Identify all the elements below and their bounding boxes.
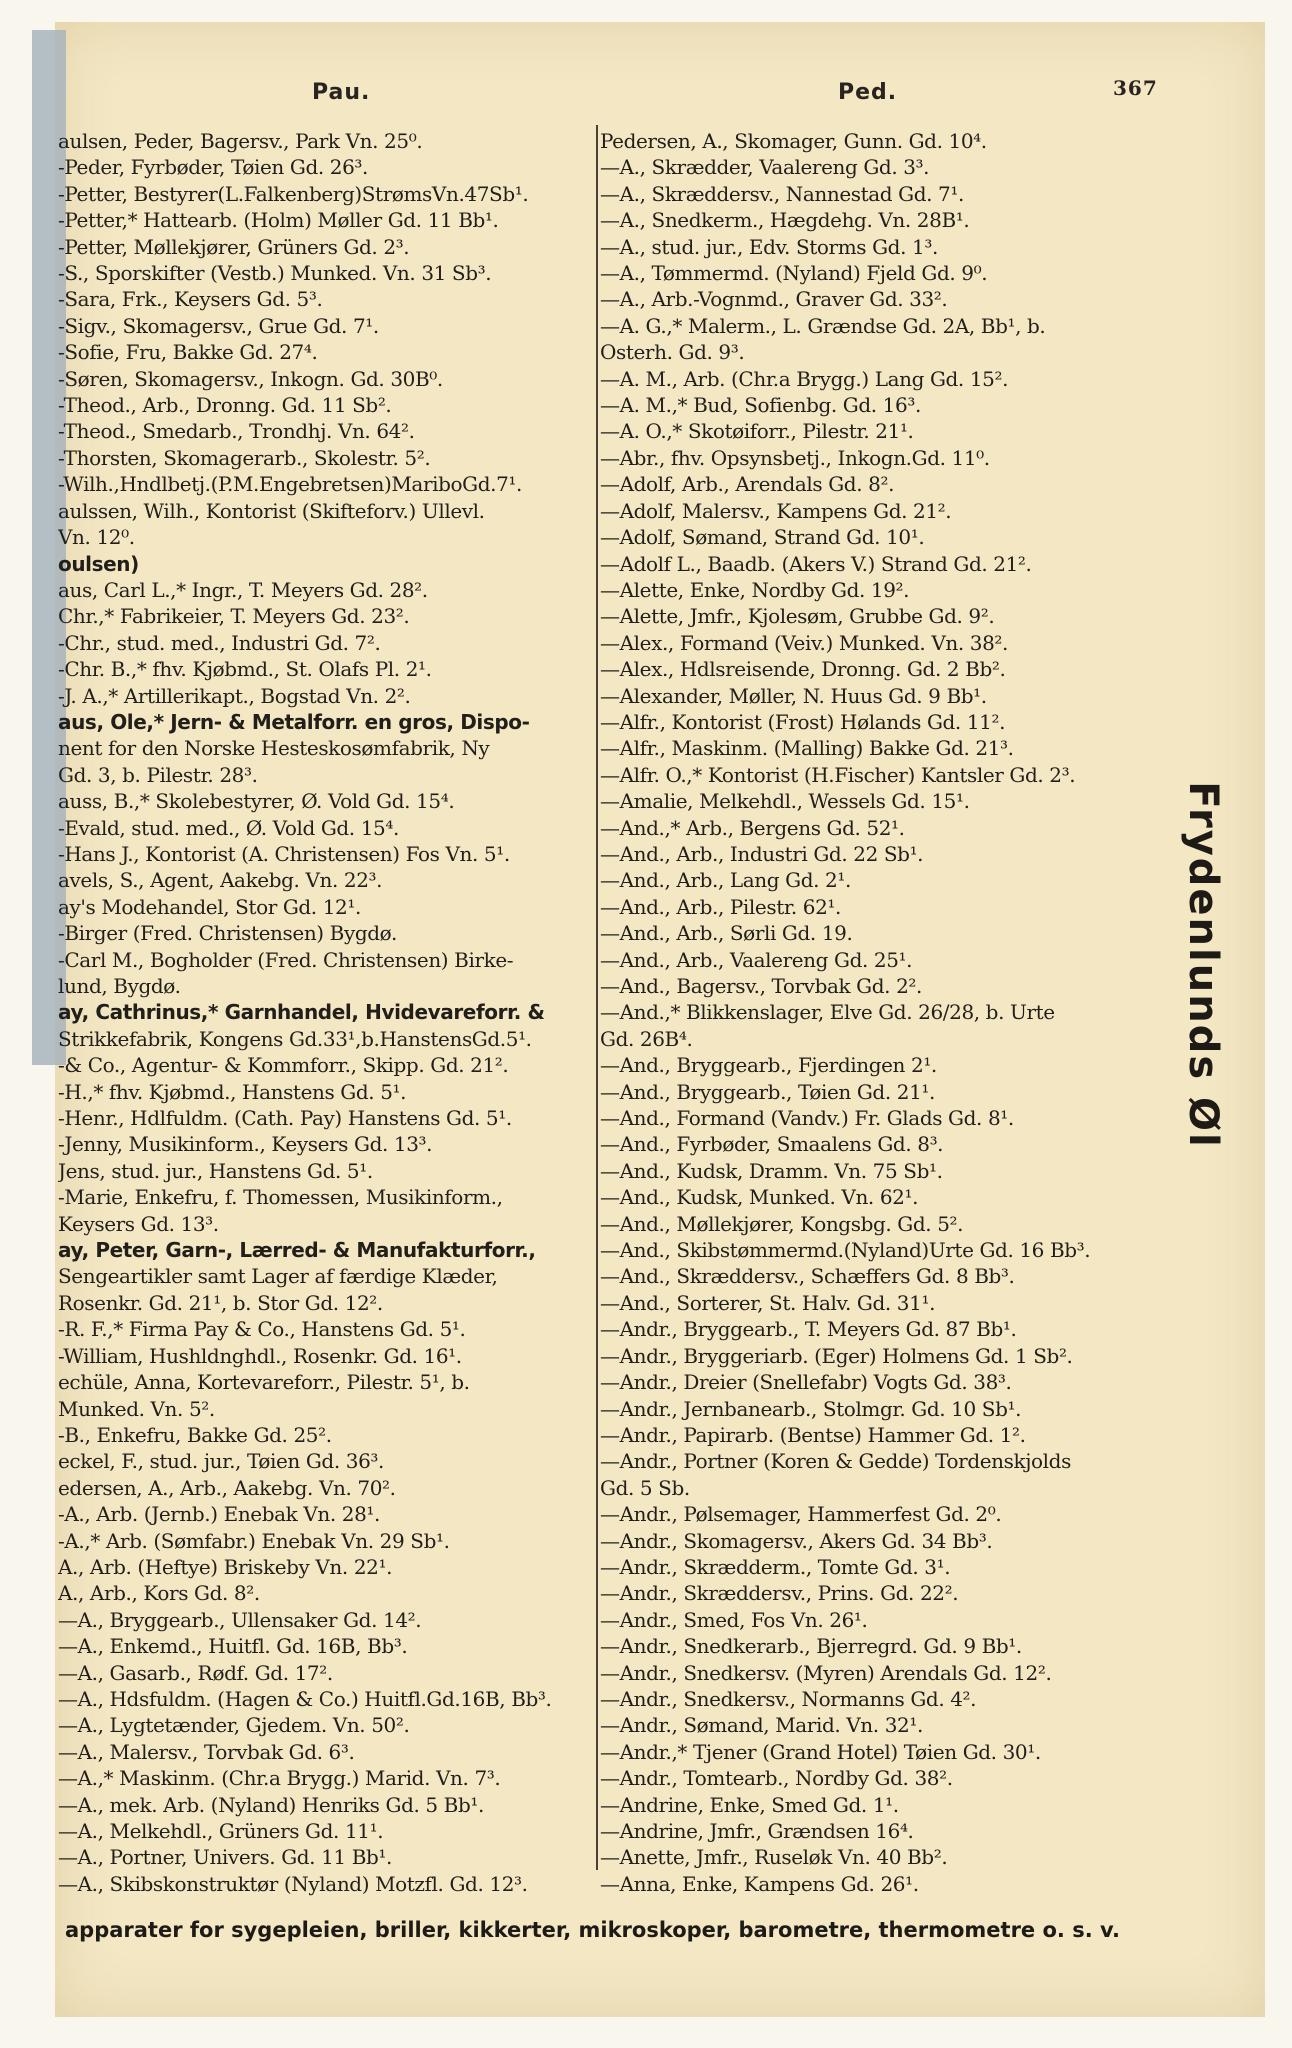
directory-entry: —Alex., Hdlsreisende, Dronng. Gd. 2 Bb². (600, 657, 1006, 682)
directory-entry: —Amalie, Melkehdl., Wessels Gd. 15¹. (600, 789, 970, 814)
footer-advertisement: apparater for sygepleien, briller, kikkerter, mikroskoper, barometre, thermometre o. s. v. (65, 1918, 1120, 1942)
directory-entry: —Andr., Smed, Fos Vn. 26¹. (600, 1607, 868, 1632)
directory-entry: —Anna, Enke, Kampens Gd. 26¹. (600, 1871, 919, 1896)
left-column (58, 128, 594, 1897)
directory-entry: -Jenny, Musikinform., Keysers Gd. 13³. (58, 1132, 433, 1157)
directory-entry: -& Co., Agentur- & Kommforr., Skipp. Gd. 21². (58, 1053, 509, 1078)
directory-entry: Vn. 12⁰. (58, 525, 135, 550)
directory-entry: —Adolf, Sømand, Strand Gd. 10¹. (600, 525, 925, 550)
directory-entry: —A., Hdsfuldm. (Hagen & Co.) Huitfl.Gd.16B, Bb³. (58, 1686, 552, 1711)
directory-entry: —Alette, Jmfr., Kjolesøm, Grubbe Gd. 9². (600, 604, 995, 629)
directory-entry: —Andrine, Enke, Smed Gd. 1¹. (600, 1792, 899, 1817)
directory-entry: —Andr., Snedkerarb., Bjerregrd. Gd. 9 Bb¹. (600, 1634, 1022, 1659)
directory-entry: —And., Formand (Vandv.) Fr. Glads Gd. 8¹. (600, 1106, 1014, 1131)
directory-entry: A., Arb. (Heftye) Briskeby Vn. 22¹. (58, 1554, 393, 1579)
directory-entry: —Andr., Snedkersv. (Myren) Arendals Gd. 12². (600, 1660, 1052, 1685)
directory-entry: —A. M.,* Bud, Sofienbg. Gd. 16³. (600, 393, 921, 418)
directory-entry: —And., Arb., Industri Gd. 22 Sb¹. (600, 841, 924, 866)
directory-entry: eckel, F., stud. jur., Tøien Gd. 36³. (58, 1449, 384, 1474)
directory-entry: -Theod., Arb., Dronng. Gd. 11 Sb². (58, 393, 392, 418)
directory-entry: —And., Møllekjører, Kongsbg. Gd. 5². (600, 1211, 964, 1236)
directory-entry: —Andr., Skrædderm., Tomte Gd. 3¹. (600, 1554, 951, 1579)
directory-entry: lund, Bygdø. (58, 974, 181, 998)
directory-entry: -William, Hushldnghdl., Rosenkr. Gd. 16¹. (58, 1343, 462, 1368)
page-number: 367 (1113, 76, 1158, 100)
directory-entry: -Sigv., Skomagersv., Grue Gd. 7¹. (58, 313, 379, 338)
directory-entry: ay, Peter, Garn-, Lærred- & Manufakturforr., (58, 1238, 536, 1263)
directory-entry: —Andr., Tomtearb., Nordby Gd. 38². (600, 1766, 953, 1791)
directory-entry: —And., Fyrbøder, Smaalens Gd. 8³. (600, 1132, 944, 1157)
directory-entry: -Petter, Bestyrer(L.Falkenberg)StrømsVn.47Sb¹. (58, 181, 529, 206)
directory-entry: —Alexander, Møller, N. Huus Gd. 9 Bb¹. (600, 683, 987, 708)
directory-entry: —And., Arb., Sørli Gd. 19. (600, 921, 853, 946)
directory-entry: -B., Enkefru, Bakke Gd. 25². (58, 1422, 332, 1447)
directory-entry: —Andr., Papirarb. (Bentse) Hammer Gd. 1². (600, 1422, 1026, 1447)
directory-entry: —Andr., Jernbanearb., Stolmgr. Gd. 10 Sb¹. (600, 1396, 1022, 1421)
directory-entry: -R. F.,* Firma Pay & Co., Hanstens Gd. 5¹. (58, 1317, 466, 1342)
directory-entry: Jens, stud. jur., Hanstens Gd. 5¹. (58, 1158, 373, 1183)
directory-entry: Gd. 3, b. Pilestr. 28³. (58, 762, 258, 787)
directory-entry: —A., Skræddersv., Nannestad Gd. 7¹. (600, 181, 964, 206)
directory-entry: -Henr., Hdlfuldm. (Cath. Pay) Hanstens Gd. 5¹. (58, 1106, 512, 1131)
directory-entry: aus, Ole,* Jern- & Metalforr. en gros, Dispo- (58, 709, 530, 734)
directory-entry: —A. M., Arb. (Chr.a Brygg.) Lang Gd. 15². (600, 366, 1009, 391)
directory-entry: —Abr., fhv. Opsynsbetj., Inkogn.Gd. 11⁰. (600, 445, 990, 470)
directory-entry: —A., Malersv., Torvbak Gd. 6³. (58, 1739, 355, 1764)
directory-entry: —A., Skrædder, Vaalereng Gd. 3³. (600, 155, 930, 180)
directory-entry: —And., Skibstømmermd.(Nyland)Urte Gd. 16 Bb³. (600, 1238, 1091, 1263)
directory-entry: Gd. 5 Sb. (600, 1475, 690, 1500)
directory-entry: —A., Arb.-Vognmd., Graver Gd. 33². (600, 287, 948, 312)
directory-entry: —Adolf, Malersv., Kampens Gd. 21². (600, 498, 952, 523)
directory-entry: -Sara, Frk., Keysers Gd. 5³. (58, 287, 323, 312)
right-guide-word: Ped. (838, 80, 898, 105)
directory-entry: Keysers Gd. 13³. (58, 1211, 219, 1236)
right-column (600, 128, 1160, 1897)
directory-entry: —And., Sorterer, St. Halv. Gd. 31¹. (600, 1290, 936, 1315)
directory-entry: —And., Arb., Vaalereng Gd. 25¹. (600, 947, 913, 972)
directory-entry: ay's Modehandel, Stor Gd. 12¹. (58, 894, 361, 919)
directory-entry: -Evald, stud. med., Ø. Vold Gd. 15⁴. (58, 815, 399, 840)
directory-entry: Strikkefabrik, Kongens Gd.33¹,b.HanstensGd.5¹. (58, 1026, 532, 1051)
directory-entry: —And., Skræddersv., Schæffers Gd. 8 Bb³. (600, 1264, 1015, 1289)
directory-entry: -H.,* fhv. Kjøbmd., Hanstens Gd. 5¹. (58, 1079, 407, 1104)
directory-entry: —Andr., Snedkersv., Normanns Gd. 4². (600, 1686, 977, 1711)
directory-entry: Sengeartikler samt Lager af færdige Klæder, (58, 1264, 498, 1289)
directory-entry: —A., Skibskonstruktør (Nyland) Motzfl. Gd. 12³. (58, 1871, 528, 1896)
directory-entry: edersen, A., Arb., Aakebg. Vn. 70². (58, 1475, 396, 1500)
directory-entry: —Alette, Enke, Nordby Gd. 19². (600, 577, 910, 602)
directory-entry: -A., Arb. (Jernb.) Enebak Vn. 28¹. (58, 1502, 380, 1527)
directory-entry: oulsen) (58, 551, 139, 576)
directory-entry: —And.,* Blikkenslager, Elve Gd. 26/28, b. Urte (600, 1000, 1055, 1025)
directory-entry: —A., Melkehdl., Grüners Gd. 11¹. (58, 1819, 384, 1843)
directory-entry: —Alfr., Maskinm. (Malling) Bakke Gd. 21³. (600, 736, 1014, 761)
directory-entry: nent for den Norske Hesteskosømfabrik, Ny (58, 736, 490, 761)
directory-entry: —A., Lygtetænder, Gjedem. Vn. 50². (58, 1713, 410, 1738)
directory-entry: —A., Tømmermd. (Nyland) Fjeld Gd. 9⁰. (600, 261, 988, 286)
directory-entry: —Andr., Skræddersv., Prins. Gd. 22². (600, 1581, 959, 1606)
directory-entry: -Petter,* Hattearb. (Holm) Møller Gd. 11 Bb¹. (58, 208, 499, 233)
directory-entry: —And., Bryggearb., Tøien Gd. 21¹. (600, 1079, 935, 1104)
directory-entry: —Alex., Formand (Veiv.) Munked. Vn. 38². (600, 630, 1009, 655)
directory-entry: Osterh. Gd. 9³. (600, 340, 745, 365)
directory-entry: —Andr., Portner (Koren & Gedde) Tordenskjolds (600, 1449, 1071, 1474)
side-advertisement-text: Frydenlunds Øl (1180, 781, 1226, 1149)
directory-entry: -Chr., stud. med., Industri Gd. 7². (58, 630, 381, 655)
directory-entry: Rosenkr. Gd. 21¹, b. Stor Gd. 12². (58, 1290, 383, 1315)
directory-entry: —Andr., Sømand, Marid. Vn. 32¹. (600, 1713, 923, 1738)
directory-entry: —And., Kudsk, Dramm. Vn. 75 Sb¹. (600, 1158, 943, 1183)
directory-entry: -Sofie, Fru, Bakke Gd. 27⁴. (58, 340, 318, 365)
directory-entry: —Adolf L., Baadb. (Akers V.) Strand Gd. 21². (600, 551, 1032, 576)
directory-entry: -S., Sporskifter (Vestb.) Munked. Vn. 31 Sb³. (58, 261, 492, 286)
directory-entry: -Carl M., Bogholder (Fred. Christensen) Birke- (58, 947, 514, 972)
directory-entry: Gd. 26B⁴. (600, 1026, 693, 1051)
directory-entry: auss, B.,* Skolebestyrer, Ø. Vold Gd. 15⁴. (58, 789, 455, 814)
directory-entry: —Anette, Jmfr., Ruseløk Vn. 40 Bb². (600, 1845, 948, 1870)
directory-entry: aus, Carl L.,* Ingr., T. Meyers Gd. 28². (58, 577, 428, 602)
directory-entry: —A.,* Maskinm. (Chr.a Brygg.) Marid. Vn. 7³. (58, 1766, 501, 1791)
side-advertisement (1148, 781, 1258, 1149)
directory-entry: —Andr., Dreier (Snellefabr) Vogts Gd. 38³. (600, 1370, 1012, 1395)
directory-entry: Pedersen, A., Skomager, Gunn. Gd. 10⁴. (600, 129, 987, 153)
directory-entry: —A., Snedkerm., Hægdehg. Vn. 28B¹. (600, 208, 970, 233)
directory-entry: —Andr.,* Tjener (Grand Hotel) Tøien Gd. 30¹. (600, 1739, 1041, 1764)
column-divider (596, 125, 598, 1870)
directory-entry: —A., Gasarb., Rødf. Gd. 17². (58, 1660, 333, 1685)
directory-entry: —And.,* Arb., Bergens Gd. 52¹. (600, 815, 905, 840)
directory-entry: -Thorsten, Skomagerarb., Skolestr. 5². (58, 445, 431, 470)
directory-entry: aulssen, Wilh., Kontorist (Skifteforv.) Ullevl. (58, 498, 485, 523)
directory-entry: —A., stud. jur., Edv. Storms Gd. 1³. (600, 234, 938, 259)
directory-entry: —And., Bryggearb., Fjerdingen 2¹. (600, 1053, 937, 1078)
directory-entry: —A. O.,* Skotøiforr., Pilestr. 21¹. (600, 419, 914, 444)
directory-entry: -Søren, Skomagersv., Inkogn. Gd. 30B⁰. (58, 366, 443, 391)
directory-entry: —Andr., Bryggearb., T. Meyers Gd. 87 Bb¹. (600, 1317, 1017, 1342)
directory-entry: A., Arb., Kors Gd. 8². (58, 1581, 260, 1606)
directory-entry: —And., Arb., Pilestr. 62¹. (600, 894, 841, 919)
directory-entry: -Hans J., Kontorist (A. Christensen) Fos Vn. 5¹. (58, 841, 510, 866)
directory-entry: -Peder, Fyrbøder, Tøien Gd. 26³. (58, 155, 368, 180)
directory-entry: —Andrine, Jmfr., Grændsen 16⁴. (600, 1819, 914, 1843)
directory-entry: —Andr., Pølsemager, Hammerfest Gd. 2⁰. (600, 1502, 1002, 1527)
directory-entry: -Theod., Smedarb., Trondhj. Vn. 64². (58, 419, 415, 444)
directory-entry: -Marie, Enkefru, f. Thomessen, Musikinform., (58, 1185, 503, 1210)
directory-entry: —Andr., Skomagersv., Akers Gd. 34 Bb³. (600, 1528, 993, 1553)
directory-entry: avels, S., Agent, Aakebg. Vn. 22³. (58, 868, 383, 893)
directory-entry: —And., Kudsk, Munked. Vn. 62¹. (600, 1185, 919, 1210)
directory-entry: —A., Bryggearb., Ullensaker Gd. 14². (58, 1607, 422, 1632)
directory-entry: —And., Arb., Lang Gd. 2¹. (600, 868, 851, 893)
directory-entry: —Andr., Bryggeriarb. (Eger) Holmens Gd. 1 Sb². (600, 1343, 1073, 1368)
directory-entry: -A.,* Arb. (Sømfabr.) Enebak Vn. 29 Sb¹. (58, 1528, 450, 1553)
directory-entry: —And., Bagersv., Torvbak Gd. 2². (600, 974, 922, 998)
directory-entry: —Alfr. O.,* Kontorist (H.Fischer) Kantsler Gd. 2³. (600, 762, 1076, 787)
directory-entry: -Birger (Fred. Christensen) Bygdø. (58, 921, 397, 946)
directory-entry: Chr.,* Fabrikeier, T. Meyers Gd. 23². (58, 604, 410, 629)
directory-entry: -Wilh.,Hndlbetj.(P.M.Engebretsen)MariboGd.7¹. (58, 472, 522, 497)
directory-entry: —A. G.,* Malerm., L. Grændse Gd. 2A, Bb¹, b. (600, 313, 1046, 338)
directory-entry: echüle, Anna, Kortevareforr., Pilestr. 5¹, b. (58, 1370, 470, 1395)
directory-entry: —Alfr., Kontorist (Frost) Hølands Gd. 11². (600, 709, 1006, 734)
directory-entry: —A., Enkemd., Huitfl. Gd. 16B, Bb³. (58, 1634, 408, 1659)
directory-entry: -J. A.,* Artillerikapt., Bogstad Vn. 2². (58, 683, 411, 708)
directory-entry: ay, Cathrinus,* Garnhandel, Hvidevareforr. & (58, 1000, 545, 1025)
directory-entry: —Adolf, Arb., Arendals Gd. 8². (600, 472, 895, 497)
directory-entry: aulsen, Peder, Bagersv., Park Vn. 25⁰. (58, 129, 423, 153)
directory-entry: —A., Portner, Univers. Gd. 11 Bb¹. (58, 1845, 392, 1870)
directory-entry: -Petter, Møllekjører, Grüners Gd. 2³. (58, 234, 410, 259)
directory-entry: Munked. Vn. 5². (58, 1396, 215, 1421)
left-guide-word: Pau. (312, 80, 371, 105)
directory-entry: —A., mek. Arb. (Nyland) Henriks Gd. 5 Bb¹. (58, 1792, 484, 1817)
directory-entry: -Chr. B.,* fhv. Kjøbmd., St. Olafs Pl. 2¹. (58, 657, 432, 682)
